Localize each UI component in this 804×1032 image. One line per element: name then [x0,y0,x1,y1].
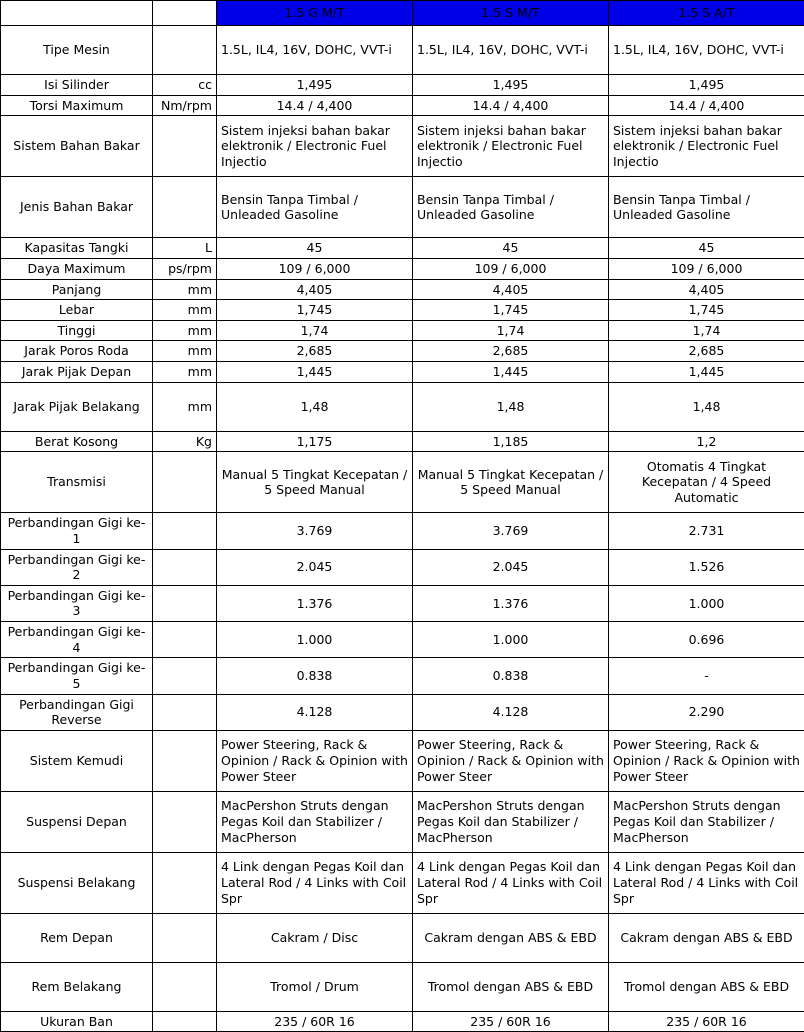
cell-variant-2: 1,495 [413,75,609,96]
cell-variant-1: Manual 5 Tingkat Kecepatan / 5 Speed Manual [217,452,413,513]
cell-variant-2: 4 Link dengan Pegas Koil dan Lateral Rod / 4 Links with Coil Spr [413,852,609,913]
row-unit: mm [153,341,217,362]
cell-variant-2: Tromol dengan ABS & EBD [413,962,609,1011]
table-row [1,300,804,321]
table-row [1,431,804,452]
cell-variant-3: 109 / 6,000 [609,258,804,279]
row-unit: cc [153,75,217,96]
table-row [1,585,804,621]
table-row [1,730,804,791]
row-label: Jenis Bahan Bakar [1,177,153,238]
cell-variant-3: 1,2 [609,431,804,452]
cell-variant-3: 1.526 [609,549,804,585]
table-row [1,622,804,658]
cell-variant-3: 1,495 [609,75,804,96]
row-label: Jarak Pijak Depan [1,362,153,383]
cell-variant-3: 2.731 [609,513,804,549]
table-header-row [1,1,804,26]
row-label: Perbandingan Gigi ke-5 [1,658,153,694]
cell-variant-3: Cakram dengan ABS & EBD [609,913,804,962]
table-row [1,549,804,585]
table-body [1,26,804,1032]
cell-variant-1: 14.4 / 4,400 [217,95,413,116]
table-row [1,362,804,383]
row-label: Perbandingan Gigi ke-1 [1,513,153,549]
table-row [1,26,804,75]
row-label: Suspensi Depan [1,791,153,852]
table-row [1,341,804,362]
cell-variant-3: 45 [609,238,804,259]
cell-variant-1: Bensin Tanpa Timbal / Unleaded Gasoline [217,177,413,238]
cell-variant-1: 4 Link dengan Pegas Koil dan Lateral Rod / 4 Links with Coil Spr [217,852,413,913]
row-unit: L [153,238,217,259]
cell-variant-3: - [609,658,804,694]
row-label: Perbandingan Gigi Reverse [1,694,153,730]
table-row [1,382,804,431]
cell-variant-1: MacPershon Struts dengan Pegas Koil dan Stabilizer / MacPherson [217,791,413,852]
table-row [1,75,804,96]
row-unit [153,852,217,913]
table-row [1,95,804,116]
table-row [1,913,804,962]
row-label: Daya Maximum [1,258,153,279]
row-unit [153,1011,217,1032]
cell-variant-3: 1,48 [609,382,804,431]
cell-variant-3: 1,445 [609,362,804,383]
table-row [1,452,804,513]
row-label: Sistem Kemudi [1,730,153,791]
cell-variant-1: 0.838 [217,658,413,694]
cell-variant-3: Bensin Tanpa Timbal / Unleaded Gasoline [609,177,804,238]
cell-variant-2: 45 [413,238,609,259]
cell-variant-1: 235 / 60R 16 [217,1011,413,1032]
row-label: Kapasitas Tangki [1,238,153,259]
row-label: Berat Kosong [1,431,153,452]
row-label: Panjang [1,279,153,300]
cell-variant-3: Sistem injeksi bahan bakar elektronik / Electronic Fuel Injectio [609,116,804,177]
row-label: Perbandingan Gigi ke-2 [1,549,153,585]
cell-variant-2: 1.5L, IL4, 16V, DOHC, VVT-i [413,26,609,75]
cell-variant-2: Cakram dengan ABS & EBD [413,913,609,962]
cell-variant-1: Cakram / Disc [217,913,413,962]
cell-variant-2: 0.838 [413,658,609,694]
row-label: Jarak Poros Roda [1,341,153,362]
row-label: Lebar [1,300,153,321]
row-label: Ukuran Ban [1,1011,153,1032]
table-row [1,694,804,730]
cell-variant-1: 1.376 [217,585,413,621]
cell-variant-2: MacPershon Struts dengan Pegas Koil dan Stabilizer / MacPherson [413,791,609,852]
row-label: Rem Depan [1,913,153,962]
cell-variant-2: 14.4 / 4,400 [413,95,609,116]
cell-variant-2: 1,48 [413,382,609,431]
cell-variant-3: 235 / 60R 16 [609,1011,804,1032]
row-unit [153,116,217,177]
row-label: Jarak Pijak Belakang [1,382,153,431]
table-row [1,320,804,341]
cell-variant-1: 1.5L, IL4, 16V, DOHC, VVT-i [217,26,413,75]
cell-variant-1: 3.769 [217,513,413,549]
cell-variant-1: 4.128 [217,694,413,730]
row-unit [153,791,217,852]
table-row [1,962,804,1011]
row-label: Perbandingan Gigi ke-4 [1,622,153,658]
row-unit [153,452,217,513]
row-unit [153,513,217,549]
row-unit [153,658,217,694]
cell-variant-1: 2.045 [217,549,413,585]
cell-variant-2: Manual 5 Tingkat Kecepatan / 5 Speed Manual [413,452,609,513]
cell-variant-3: 1.5L, IL4, 16V, DOHC, VVT-i [609,26,804,75]
cell-variant-1: Power Steering, Rack & Opinion / Rack & Opinion with Power Steer [217,730,413,791]
cell-variant-2: 1.376 [413,585,609,621]
cell-variant-1: 1,74 [217,320,413,341]
row-unit: Nm/rpm [153,95,217,116]
row-label: Isi Silinder [1,75,153,96]
cell-variant-2: Bensin Tanpa Timbal / Unleaded Gasoline [413,177,609,238]
cell-variant-2: 235 / 60R 16 [413,1011,609,1032]
cell-variant-2: Sistem injeksi bahan bakar elektronik / Electronic Fuel Injectio [413,116,609,177]
cell-variant-1: 4,405 [217,279,413,300]
cell-variant-2: 4.128 [413,694,609,730]
row-unit: mm [153,362,217,383]
header-blank-unit [153,1,217,26]
cell-variant-1: 2,685 [217,341,413,362]
table-row [1,852,804,913]
header-variant-1: 1.5 G M/T [217,1,413,26]
table-row [1,116,804,177]
cell-variant-2: 4,405 [413,279,609,300]
cell-variant-3: MacPershon Struts dengan Pegas Koil dan Stabilizer / MacPherson [609,791,804,852]
cell-variant-2: 109 / 6,000 [413,258,609,279]
cell-variant-3: 2.290 [609,694,804,730]
cell-variant-1: 45 [217,238,413,259]
cell-variant-2: 1,74 [413,320,609,341]
cell-variant-3: 4 Link dengan Pegas Koil dan Lateral Rod / 4 Links with Coil Spr [609,852,804,913]
row-label: Torsi Maximum [1,95,153,116]
cell-variant-1: Tromol / Drum [217,962,413,1011]
row-unit [153,585,217,621]
table-row [1,1011,804,1032]
cell-variant-2: 2.045 [413,549,609,585]
row-unit [153,622,217,658]
cell-variant-2: 1,745 [413,300,609,321]
cell-variant-1: 109 / 6,000 [217,258,413,279]
cell-variant-1: 1,495 [217,75,413,96]
cell-variant-1: Sistem injeksi bahan bakar elektronik / Electronic Fuel Injectio [217,116,413,177]
table-row [1,238,804,259]
table-row [1,791,804,852]
row-unit [153,26,217,75]
cell-variant-3: Tromol dengan ABS & EBD [609,962,804,1011]
row-unit [153,549,217,585]
cell-variant-3: 1,745 [609,300,804,321]
cell-variant-2: Power Steering, Rack & Opinion / Rack & Opinion with Power Steer [413,730,609,791]
table-row [1,658,804,694]
row-unit: mm [153,320,217,341]
row-label: Perbandingan Gigi ke-3 [1,585,153,621]
header-variant-3: 1.5 S A/T [609,1,804,26]
cell-variant-2: 1.000 [413,622,609,658]
row-unit [153,177,217,238]
header-blank-label [1,1,153,26]
row-label: Suspensi Belakang [1,852,153,913]
cell-variant-3: Otomatis 4 Tingkat Kecepatan / 4 Speed Automatic [609,452,804,513]
cell-variant-3: 4,405 [609,279,804,300]
row-unit: mm [153,300,217,321]
row-label: Transmisi [1,452,153,513]
header-variant-2: 1.5 S M/T [413,1,609,26]
cell-variant-3: 1.000 [609,585,804,621]
row-unit: mm [153,382,217,431]
row-unit [153,730,217,791]
cell-variant-2: 3.769 [413,513,609,549]
row-label: Tipe Mesin [1,26,153,75]
cell-variant-2: 1,185 [413,431,609,452]
cell-variant-3: Power Steering, Rack & Opinion / Rack & Opinion with Power Steer [609,730,804,791]
row-unit: mm [153,279,217,300]
row-label: Rem Belakang [1,962,153,1011]
row-unit: ps/rpm [153,258,217,279]
row-unit [153,962,217,1011]
cell-variant-3: 14.4 / 4,400 [609,95,804,116]
row-label: Tinggi [1,320,153,341]
table-row [1,177,804,238]
table-header [1,1,804,26]
cell-variant-3: 2,685 [609,341,804,362]
row-unit: Kg [153,431,217,452]
cell-variant-1: 1.000 [217,622,413,658]
cell-variant-3: 1,74 [609,320,804,341]
cell-variant-1: 1,48 [217,382,413,431]
cell-variant-2: 2,685 [413,341,609,362]
table-row [1,258,804,279]
cell-variant-2: 1,445 [413,362,609,383]
cell-variant-1: 1,445 [217,362,413,383]
cell-variant-1: 1,745 [217,300,413,321]
cell-variant-3: 0.696 [609,622,804,658]
table-row [1,513,804,549]
row-unit [153,913,217,962]
table-row [1,279,804,300]
cell-variant-1: 1,175 [217,431,413,452]
row-unit [153,694,217,730]
row-label: Sistem Bahan Bakar [1,116,153,177]
